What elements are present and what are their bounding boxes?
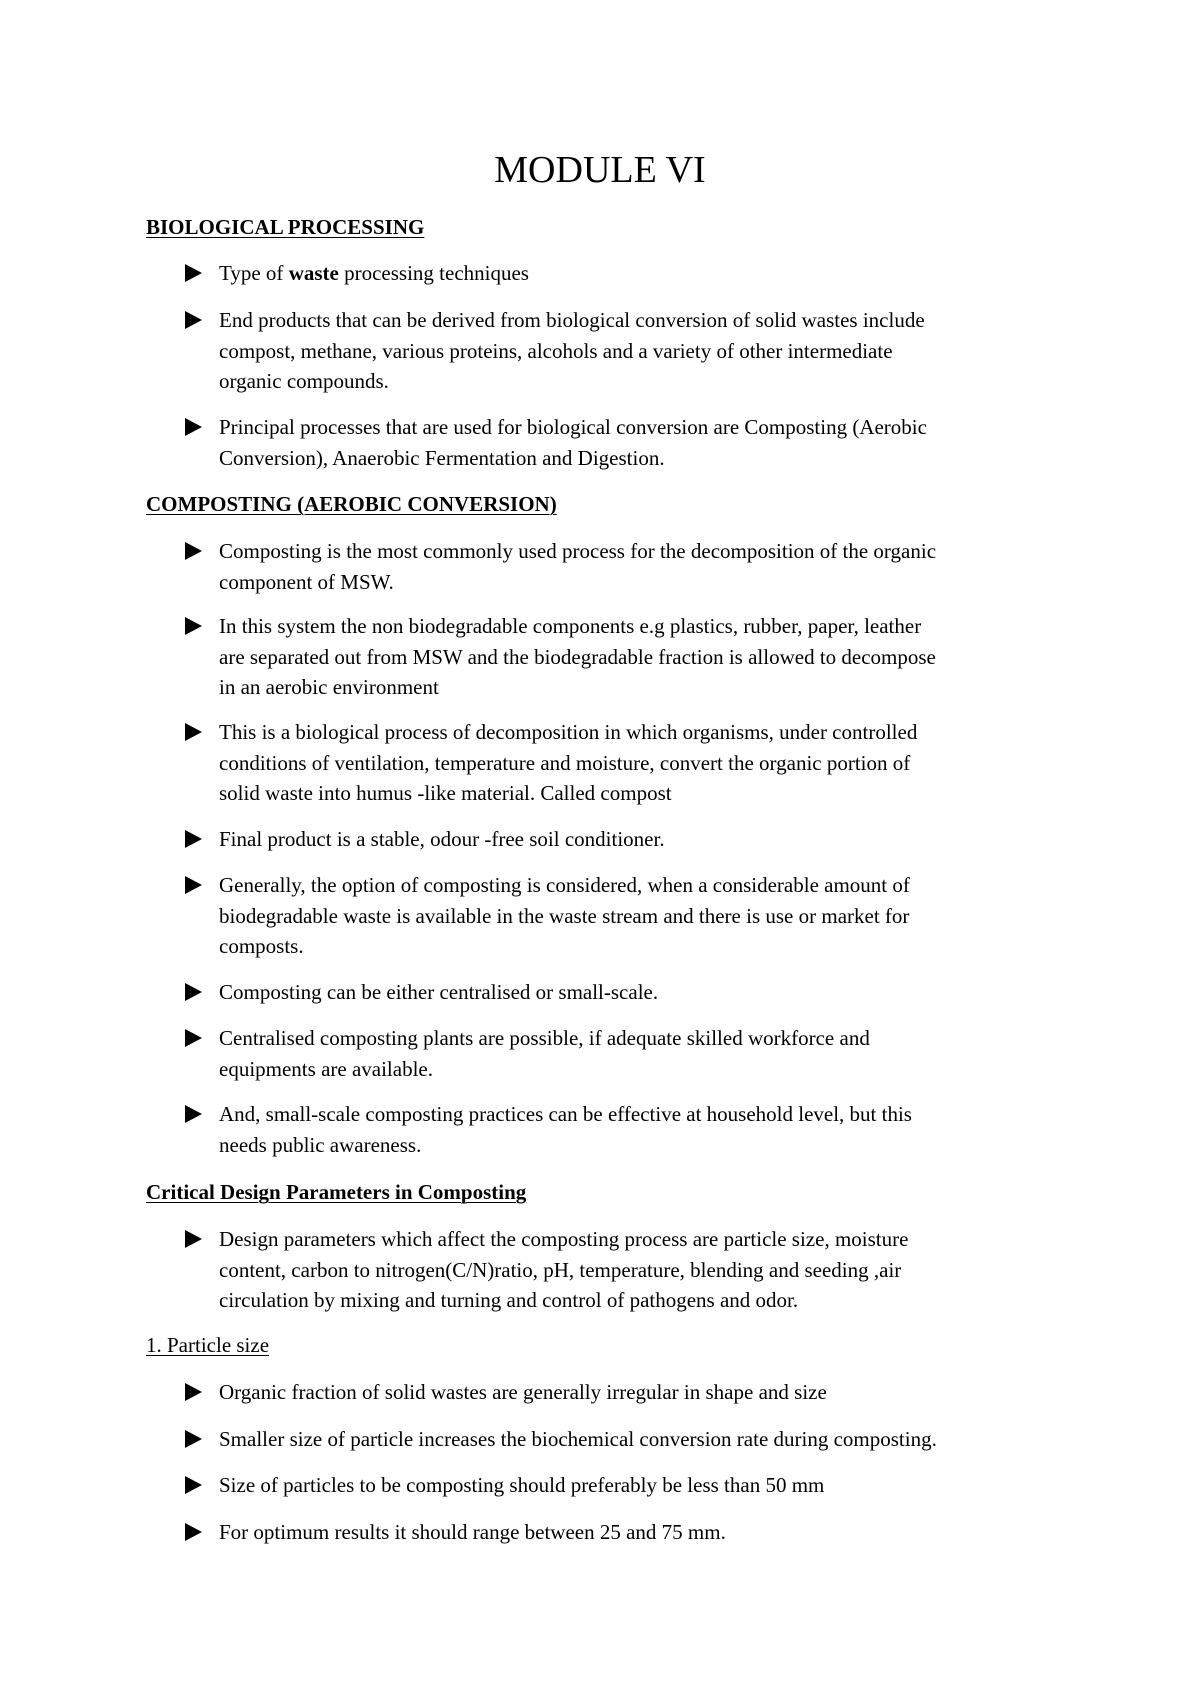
bullet-text-line: solid waste into humus -like material. Called compost — [219, 781, 672, 805]
page-title: MODULE VI — [494, 149, 706, 191]
bullet-text-line: Smaller size of particle increases the biochemical conversion rate during composting. — [219, 1427, 937, 1451]
section-heading-particle-size: 1. Particle size — [146, 1333, 270, 1357]
bullet-text-line: Principal processes that are used for biological conversion are Composting (Aerobic — [219, 415, 927, 439]
bullet-text-line: Composting can be either centralised or small-scale. — [219, 980, 659, 1004]
arrow-bullet-icon — [185, 1230, 202, 1248]
bullet-text-line: composts. — [219, 934, 304, 958]
bullet-text-line: Organic fraction of solid wastes are generally irregular in shape and size — [219, 1380, 827, 1404]
arrow-bullet-icon — [185, 1476, 202, 1494]
arrow-bullet-icon — [185, 311, 202, 329]
bullet-text-line: component of MSW. — [219, 569, 394, 594]
bullet-text-line: Centralised composting plants are possible, if adequate skilled workforce and — [219, 1026, 870, 1050]
bullet-text-line: Design parameters which affect the composting process are particle size, moisture — [219, 1227, 909, 1251]
arrow-bullet-icon — [185, 1430, 202, 1448]
arrow-bullet-icon — [185, 1523, 202, 1541]
bullet-text: processing techniques — [338, 261, 529, 285]
bullet-text-line: biodegradable waste is available in the waste stream and there is use or market for — [219, 903, 910, 928]
arrow-bullet-icon — [185, 542, 202, 560]
bullet-text-line: equipments are available. — [219, 1056, 433, 1081]
bullet-text-line: Final product is a stable, odour -free soil conditioner. — [219, 827, 665, 851]
arrow-bullet-icon — [185, 723, 202, 741]
bullet-text-line: in an aerobic environment — [219, 675, 439, 699]
bullet-text-line: Conversion), Anaerobic Fermentation and Digestion. — [219, 445, 665, 470]
arrow-bullet-icon — [185, 264, 202, 282]
bullet-text-line: content, carbon to nitrogen(C/N)ratio, pH, temperature, blending and seeding ,air — [219, 1257, 902, 1282]
arrow-bullet-icon — [185, 1105, 202, 1123]
section-heading-biological-processing: BIOLOGICAL PROCESSING — [146, 215, 425, 239]
bullet-text-line: Generally, the option of composting is considered, when a considerable amount of — [219, 873, 910, 897]
arrow-bullet-icon — [185, 418, 202, 436]
arrow-bullet-icon — [185, 876, 202, 894]
bullet-text-line: compost, methane, various proteins, alcohols and a variety of other intermediate — [219, 338, 893, 363]
section-heading-critical-design-parameters: Critical Design Parameters in Composting — [146, 1180, 527, 1204]
bullet-text-line: Size of particles to be composting should preferably be less than 50 mm — [219, 1473, 825, 1497]
bullet-text-line: In this system the non biodegradable components e.g plastics, rubber, paper, leather — [219, 614, 922, 638]
bullet-text-line: End products that can be derived from biological conversion of solid wastes include — [219, 308, 925, 332]
bullet-text-line: For optimum results it should range between 25 and 75 mm. — [219, 1520, 726, 1544]
bullet-text-line: Composting is the most commonly used process for the decomposition of the organic — [219, 539, 937, 563]
bullet-text-line: needs public awareness. — [219, 1132, 422, 1157]
bullet-text-line: organic compounds. — [219, 369, 389, 393]
arrow-bullet-icon — [185, 983, 202, 1001]
arrow-bullet-icon — [185, 1383, 202, 1401]
bullet-text-line: circulation by mixing and turning and control of pathogens and odor. — [219, 1288, 799, 1312]
arrow-bullet-icon — [185, 1029, 202, 1047]
bold-word: waste — [288, 261, 339, 285]
bullet-text-line: conditions of ventilation, temperature and moisture, convert the organic portion of — [219, 750, 911, 775]
arrow-bullet-icon — [185, 617, 202, 635]
section-heading-composting: COMPOSTING (AEROBIC CONVERSION) — [146, 492, 557, 516]
bullet-text: Type of — [219, 261, 289, 285]
arrow-bullet-icon — [185, 830, 202, 848]
bullet-text-line: are separated out from MSW and the biodegradable fraction is allowed to decompose — [219, 644, 936, 669]
bullet-text-line: And, small-scale composting practices can be effective at household level, but this — [219, 1102, 912, 1126]
bullet-text-line: This is a biological process of decomposition in which organisms, under controlled — [219, 720, 918, 744]
